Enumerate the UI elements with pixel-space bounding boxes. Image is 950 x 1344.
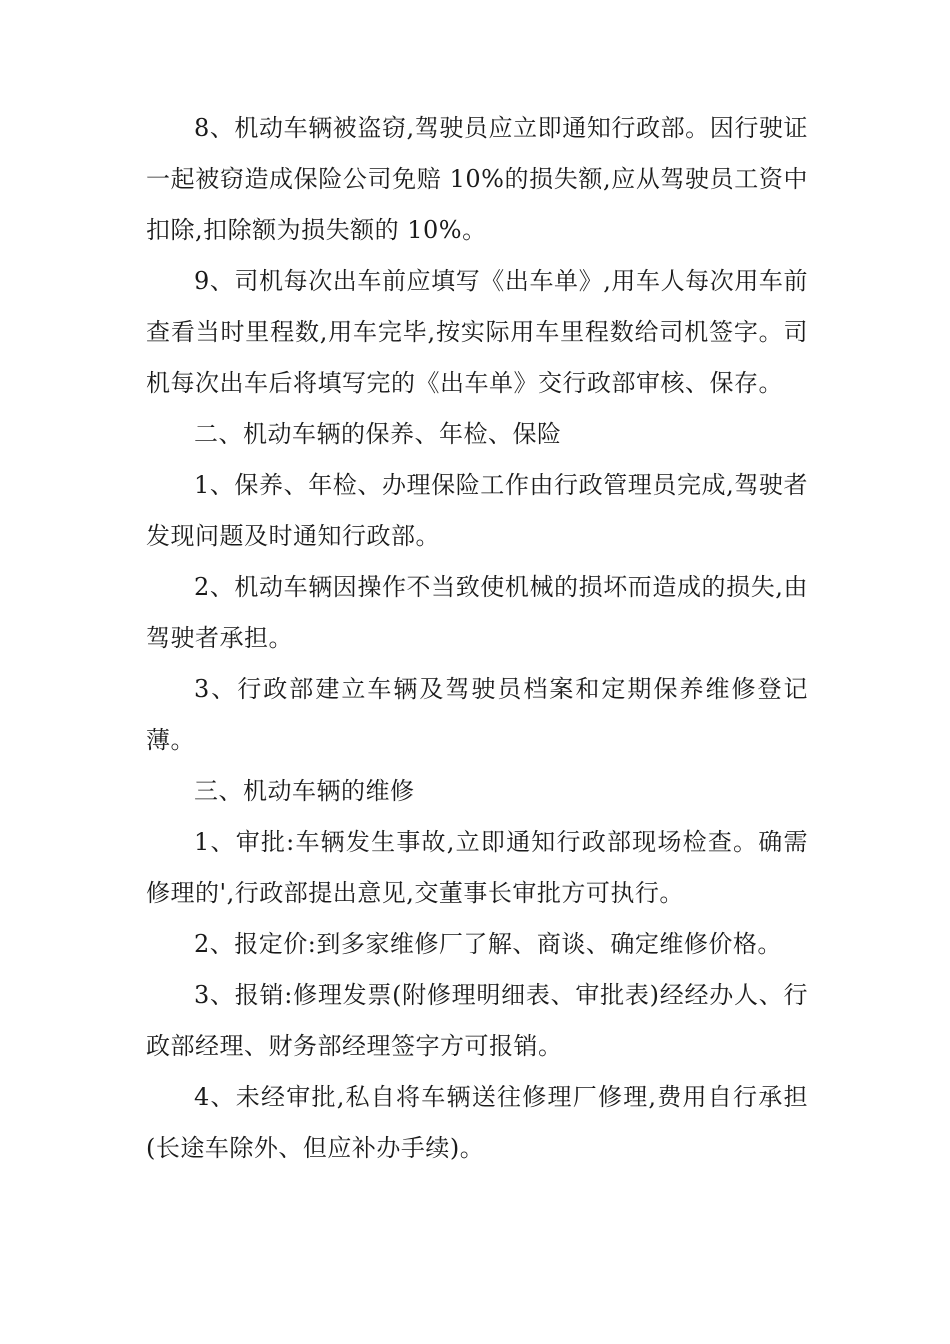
paragraph-repair-2: 2、报定价:到多家维修厂了解、商谈、确定维修价格。 [194,930,782,958]
paragraph-item-9-dispatch-form: 9、司机每次出车前应填写《出车单》,用车人每次用车前查看当时里程数,用车完毕,按实际用车里程数给司机签字。司机每次出车后将填写完的《出车单》交行政部审核、保存。 [146,267,808,397]
paragraph-maintenance-2: 2、机动车辆因操作不当致使机械的损坏而造成的损失,由驾驶者承担。 [146,573,808,652]
document-body [146,103,808,1174]
section-heading-maintenance: 二、机动车辆的保养、年检、保险 [194,420,562,448]
paragraph-maintenance-3: 3、行政部建立车辆及驾驶员档案和定期保养维修登记薄。 [146,675,808,754]
paragraph-repair-1: 1、审批:车辆发生事故,立即通知行政部现场检查。确需修理的',行政部提出意见,交董事长审批方可执行。 [146,828,808,907]
paragraph-item-8-theft: 8、机动车辆被盗窃,驾驶员应立即通知行政部。因行驶证一起被窃造成保险公司免赔 10%的损失额,应从驾驶员工资中扣除,扣除额为损失额的 10%。 [146,114,808,244]
section-heading-repair: 三、机动车辆的维修 [194,777,415,805]
paragraph-repair-4: 4、未经审批,私自将车辆送往修理厂修理,费用自行承担(长途车除外、但应补办手续)。 [146,1083,808,1162]
paragraph-repair-3: 3、报销:修理发票(附修理明细表、审批表)经经办人、行政部经理、财务部经理签字方可报销。 [146,981,808,1060]
paragraph-maintenance-1: 1、保养、年检、办理保险工作由行政管理员完成,驾驶者发现问题及时通知行政部。 [146,471,808,550]
